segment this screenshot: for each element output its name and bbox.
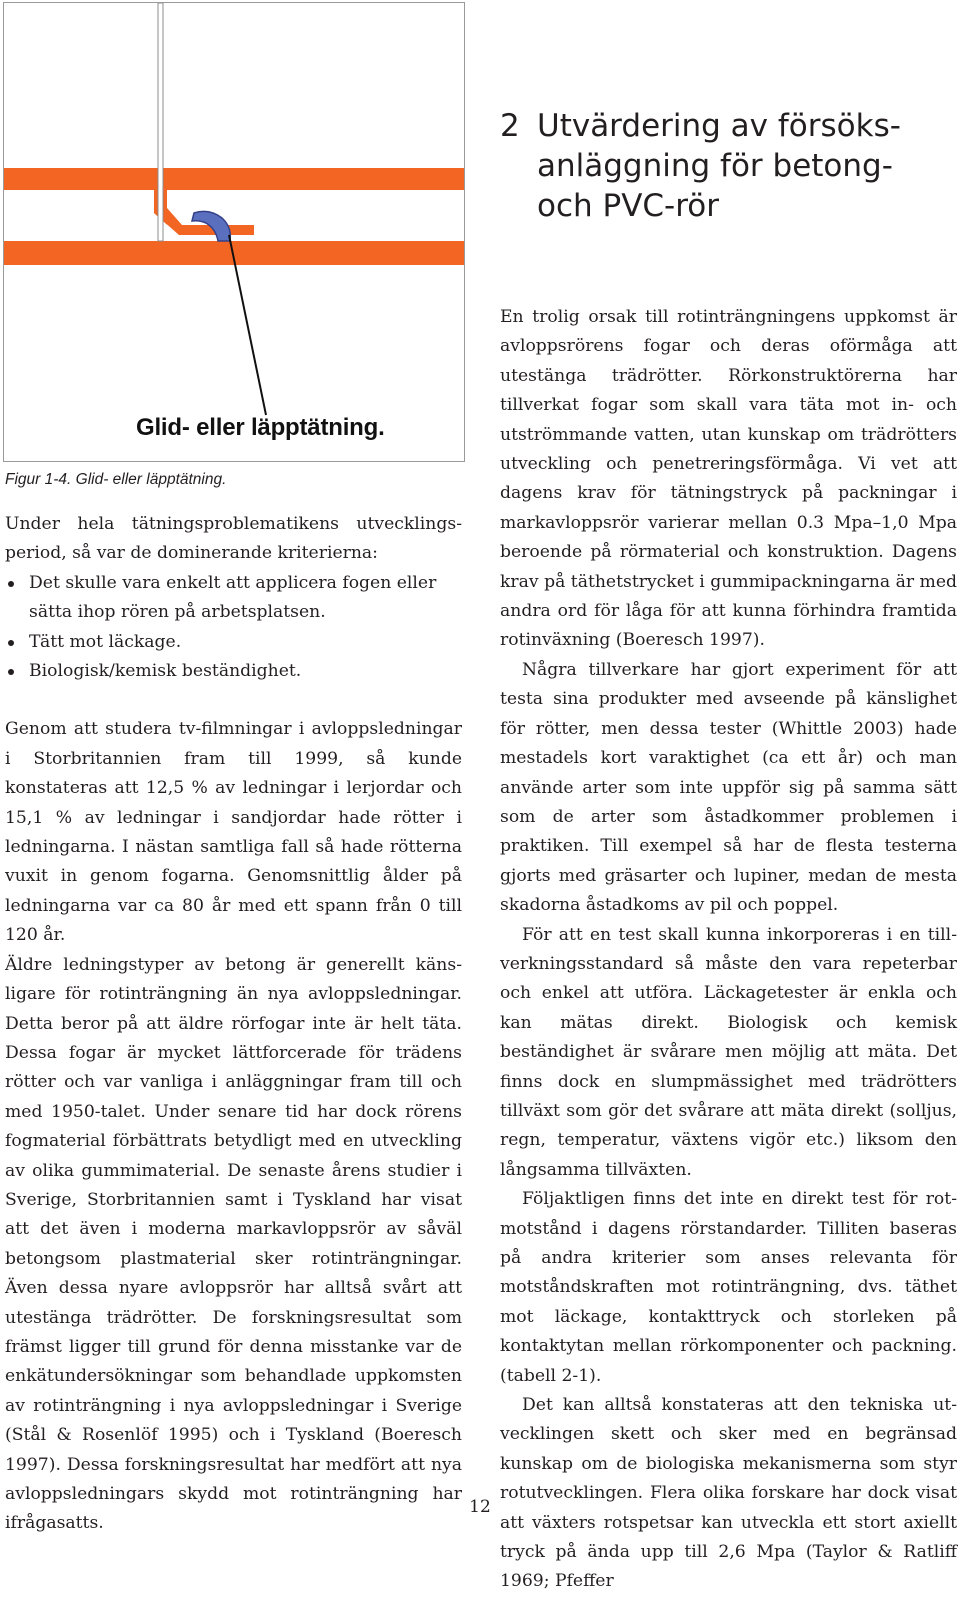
right-paragraph-2: Några tillverkare har gjort experiment för att testa sina produkter med avseende på känslighet för rötter, men dessa tester (Whittle 2003) hade mestadels kort varaktighet (ca ett år) och man använde arter som inte uppför sig på samma sätt som de arter som åstadkommer problemen i praktiken. Till exempel så har de flesta testerna gjorts med gräsarter och lupiner, medan de mesta skadorna åstadkoms av pil och poppel. bbox=[500, 659, 957, 916]
chapter-title-line-3: och PVC-rör bbox=[537, 188, 720, 224]
figure-frame bbox=[3, 2, 465, 462]
right-paragraph-5: Det kan alltså konstateras att den tekniska utvecklingen skett och sker med en begränsad kunskap om de biologiska mekanismerna som styr rotutvecklingen. Flera olika forskare har dock visat att växters rotspetsar kan utveckla ett stort axiellt tryck på ända upp till 2,6 Mpa (Taylor & Ratliff 1969; Pfeffer bbox=[500, 1395, 957, 1592]
list-item-text: Biologisk/kemisk beständighet. bbox=[29, 661, 302, 682]
page-number: 12 bbox=[469, 1497, 491, 1517]
list-item-text: Det skulle vara enkelt att applicera fogen eller sätta ihop rören på arbetsplatsen. bbox=[29, 572, 437, 623]
outer-bar bbox=[4, 168, 464, 190]
right-paragraph-3: För att en test skall kunna inkorporeras i en tillverkningsstandard så måste den vara repeterbar och enkel att utföra. Läckagetester är enkla och kan mätas direkt. Biologisk och kemisk beständighet är svårare men möjlig att mäta. Det finns dock en slumpmässighet med trädrötters tillväxt som gör det svårare att mäta direkt (solljus, regn, temperatur, växtens vigör etc.) liksom den långsamma tillväxten. bbox=[500, 924, 957, 1180]
right-paragraph-4: Följaktligen finns det inte en direkt test för rotmotstånd i dagens rörstandarder. Tilliten baseras på andra kriterier som anses relevanta för motståndskraften mot rotinträngning, dvs. täthet mot läckage, kontakttryck och storleken på kontaktytan mellan rörkomponenter och packning. (tabell 2-1). bbox=[500, 1189, 957, 1386]
list-item bbox=[5, 628, 462, 657]
gap-white-2 bbox=[4, 190, 154, 241]
bullet-icon bbox=[8, 669, 14, 675]
joint-diagram bbox=[4, 3, 464, 461]
figure-label: Glid- eller läpptätning. bbox=[136, 414, 385, 441]
figure-caption: Figur 1-4. Glid- eller läpptätning. bbox=[5, 471, 227, 488]
right-paragraph-1: En trolig orsak till rotinträngningens uppkomst är avloppsrörens fogar och deras oförmåga att utestänga trädrötter. Rörkonstruktörerna har tillverkat fogar som skall vara täta mot in- och utströmmande vatten, utan kunskap om trädrötters utveckling och penetreringsförmåga. Vi vet att dagens krav för tätningstryck på packningar i markavloppsrör varierar mellan 0.3 Mpa–1,0 Mpa beroende på rörmaterial och konstruktion. Dagens krav på täthetstrycket i gummipackningarna är med andra ord för låga för att kunna förhindra framtida rotinväxning (Boeresch 1997). bbox=[500, 307, 957, 651]
criteria-list bbox=[5, 569, 462, 687]
left-paragraph-2: Äldre ledningstyper av betong är generellt känsligare för rotinträngning än nya avloppsledningar. Detta beror på att äldre rörfogar inte är helt täta. Dessa fogar är mycket lättforcerade för trädens rötter och var vanliga i anläggningar fram till och med 1950-talet. Under senare tid har dock rörens fogmaterial förbättrats betydligt med en utveckling av olika gummimaterial. De senaste årens studier i Sverige, Storbritannien samt i Tyskland har visat att det även i moderna markavloppsrör av såväl betongsom plastmaterial sker rotinträngningar. Även dessa nyare avloppsrör har alltså svårt att utestänga trädrötter. De forskningsresultat som främst ligger till grund för denna misstanke var de enkätundersökningar som behandlade uppkomsten av rotinträngning i nya avloppsledningar i Sverige (Stål & Rosenlöf 1995) och i Tyskland (Boeresch 1997). Dessa forskningsresultat har medfört att nya avloppsledningars skydd mot rotinträngning har ifrågasatts. bbox=[5, 954, 462, 1534]
list-item-text: Tätt mot läckage. bbox=[29, 631, 182, 652]
chapter-title-line-1: Utvärdering av försöks- bbox=[537, 108, 901, 144]
list-item bbox=[5, 569, 462, 628]
right-column bbox=[500, 303, 957, 1597]
centre-line bbox=[158, 3, 163, 241]
chapter-title-line-2: anläggning för betong- bbox=[537, 148, 893, 184]
list-item bbox=[5, 657, 462, 686]
chapter-number: 2 bbox=[500, 108, 520, 144]
bullet-icon bbox=[8, 581, 14, 587]
bullet-icon bbox=[8, 640, 14, 646]
left-column bbox=[5, 510, 462, 1539]
left-intro: Under hela tätningsproblematikens utvecklingsperiod, så var de dominerande kriterierna: bbox=[5, 514, 462, 564]
left-paragraph-1: Genom att studera tv-filmningar i avloppsledningar i Storbritannien fram till 1999, så kunde konstateras att 12,5 % av ledningar i lerjordar och 15,1 % av ledningar i sandjordar hade rötter i ledningarna. I nästan samtliga fall så hade rötterna vuxit in genom fogarna. Genomsnittlig ålder på ledningarna var ca 80 år med ett spann från 0 till 120 år. bbox=[5, 719, 462, 946]
paragraph-gap bbox=[5, 686, 462, 715]
